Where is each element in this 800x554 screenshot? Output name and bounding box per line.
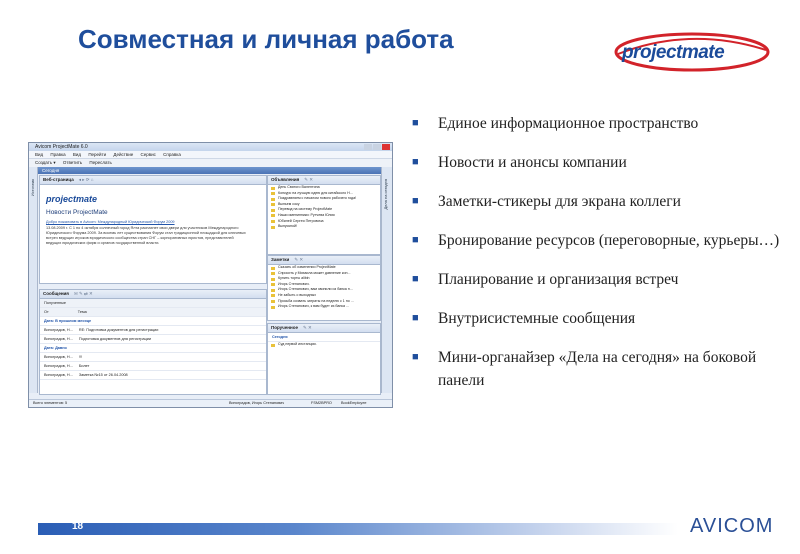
app-window [28,142,393,408]
table-row[interactable] [40,362,266,371]
reply-button[interactable]: Ответить [62,160,83,165]
panel-header [268,324,380,333]
cell-from: Виноградов, Н... [44,355,73,359]
column-from[interactable]: От [44,310,49,314]
bullet-icon: ■ [412,117,419,129]
list-item [410,268,790,291]
create-button[interactable]: Создать ▾ [35,160,56,165]
list-item[interactable]: Выпьем соку [268,202,380,208]
status-count: Всего элементов: 5 [33,401,68,405]
list-item [410,190,790,213]
bullet-icon: ■ [412,273,419,285]
panel-header [268,256,380,265]
minimize-icon[interactable] [364,144,372,150]
list-item[interactable]: Спросить у Михаила может давление кон... [268,271,380,277]
table-row[interactable] [40,371,266,380]
list-item[interactable]: Сказать об изменении ProjectMate [268,265,380,271]
feature-text: Заметки-стикеры для экрана коллеги [438,193,681,210]
panel-title: Веб-страница [43,177,74,182]
status-server: FSM2BPRO [311,401,332,405]
slide-title: Совместная и личная работа [78,24,454,54]
feature-text: Внутрисистемные сообщения [438,310,636,327]
list-item[interactable]: Перевод на систему ProjectMate [268,207,380,213]
panel-title: Порученное [271,325,298,330]
cell-subject: !!! [78,355,83,359]
cell-from: Виноградов, Н... [44,328,73,332]
bullet-icon: ■ [412,195,419,207]
table-row[interactable] [40,326,266,335]
feature-text: Планирование и организация встреч [438,271,679,288]
list-item[interactable]: Суд первой инстанции. [268,342,380,348]
list-item[interactable]: Игорь Степанович, к вам будет из банка ... [268,304,380,310]
panel-header [268,176,380,185]
bullet-icon: ■ [412,156,419,168]
list-item[interactable]: День Святого Валентина [268,185,380,191]
panel-toolbar-icons[interactable]: ✎ ✕ [304,177,314,182]
news-body: 13.08.2009 г. С 1 по 4 октября солнечный город Ялта распахнет свои двери для участников Международного Юридического Форума 2009. За восемь лет существования Форум стал традиционной площадкой для ключевых встреч ведущих игроков юридического сообщества стран СНГ – корпоративных юристов, представителей ведущих юридических фирм и органов государственной власти. [46,226,246,245]
assigned-panel [267,323,381,395]
table-row[interactable] [40,353,266,362]
list-item [410,229,790,252]
cell-subject: Заметка №15 от 26.04.2008 [78,373,128,377]
list-item [410,307,790,330]
status-user: Виноградов, Игорь Степанович [229,401,285,405]
footer-bar [38,523,678,535]
list-item[interactable]: Наши именинники: Рутчева Юлия [268,213,380,219]
menu-item[interactable]: Действие [113,152,134,157]
menu-item[interactable]: Правка [50,152,66,157]
list-item[interactable]: Не забыть о выходных [268,293,380,299]
left-strip-label: Источник [30,179,35,197]
logo-text: projectmate [622,42,725,63]
bullet-icon: ■ [412,234,419,246]
status-role: BookEmployee [341,401,367,405]
group-header[interactable]: Дата: В прошлом месяце [40,317,266,326]
list-item[interactable]: Игорь Степанович. [268,282,380,288]
list-item[interactable]: Конкурс на лучшую идею для китайского Н... [268,191,380,197]
bullet-icon: ■ [412,351,419,363]
list-item[interactable]: Поздравляем с началом нового рабочего года! [268,196,380,202]
feature-text: Единое информационное пространство [438,115,699,132]
maximize-icon[interactable] [373,144,381,150]
page-number: 18 [72,521,84,532]
app-title-bar [29,143,392,151]
messages-panel [39,289,267,395]
list-item[interactable]: Выпускной! [268,224,380,230]
column-header-row [40,308,266,317]
feature-list [410,112,790,408]
announcements-panel [267,175,381,255]
list-item [410,112,790,135]
list-item [410,151,790,174]
projectmate-logo [610,30,770,76]
list-item[interactable]: Купить торты alibin [268,276,380,282]
cell-subject: RE: Подготовка документов для регистрации [78,328,159,332]
panel-header [40,176,266,185]
list-item[interactable]: Игорь Степанович, вам звонили из банка н... [268,287,380,293]
menu-item[interactable]: Справка [163,152,181,157]
web-page-panel [39,175,267,284]
left-side-strip[interactable] [29,167,38,393]
group-header[interactable]: Дата: Давно [40,344,266,353]
feature-text: Бронирование ресурсов (переговорные, курьеры…) [438,232,780,249]
menu-item[interactable]: Вид [72,152,82,157]
panel-header [40,290,266,299]
close-icon[interactable] [382,144,390,150]
list-item[interactable]: Юбилей Сергея Петровича [268,219,380,225]
panel-toolbar-icons[interactable]: ✉ ✎ ⇄ ✕ [73,291,93,296]
footer-brand: AVICOM [690,515,774,537]
section-header: Сегодня [38,167,384,174]
menu-item[interactable]: Вид [35,152,44,157]
news-logo: projectmate [46,194,98,204]
filter-select[interactable]: Полученные [40,299,266,308]
right-strip-label: Дела на сегодня [383,179,388,210]
column-subject[interactable]: Тема [77,310,87,314]
right-side-strip[interactable] [381,167,392,393]
news-heading: Новости ProjectMate [46,209,108,216]
panel-title: Сообщения [43,291,69,296]
menu-item[interactable]: Перейти [88,152,107,157]
cell-from: Виноградов, Н... [44,337,73,341]
notes-panel [267,255,381,321]
window-title: Avicom ProjectMate 6.0 [35,144,88,150]
status-bar [29,399,392,407]
feature-text: Новости и анонсы компании [438,154,627,171]
panel-toolbar-icons[interactable]: ◂ ▸ ⟳ ⌂ [78,177,94,182]
cell-subject: Подготовка документов для регистрации [78,337,152,341]
cell-from: Виноградов, Н... [44,364,73,368]
panel-title: Объявления [271,177,300,182]
group-header[interactable]: Сегодня [268,333,380,342]
menu-item[interactable]: Сервис [140,152,156,157]
panel-toolbar-icons[interactable]: ✎ ✕ [302,325,312,330]
panel-title: Заметки [271,257,290,262]
cell-subject: Билет [78,364,90,368]
cell-from: Виноградов, Н... [44,373,73,377]
window-controls [363,144,390,153]
menu-bar [29,151,392,159]
panel-toolbar-icons[interactable]: ✎ ✕ [294,257,304,262]
news-link[interactable]: Добро пожаловать в Avicom: Международный Юридический Форум 2009 [46,220,175,224]
forward-button[interactable]: Переслать [89,160,112,165]
bullet-icon: ■ [412,312,419,324]
list-item[interactable]: Просьба созвать затраты на неделю с 1 по ... [268,299,380,305]
table-row[interactable] [40,335,266,344]
list-item [410,346,790,392]
feature-text: Мини-органайзер «Дела на сегодня» на боковой панели [438,349,757,389]
